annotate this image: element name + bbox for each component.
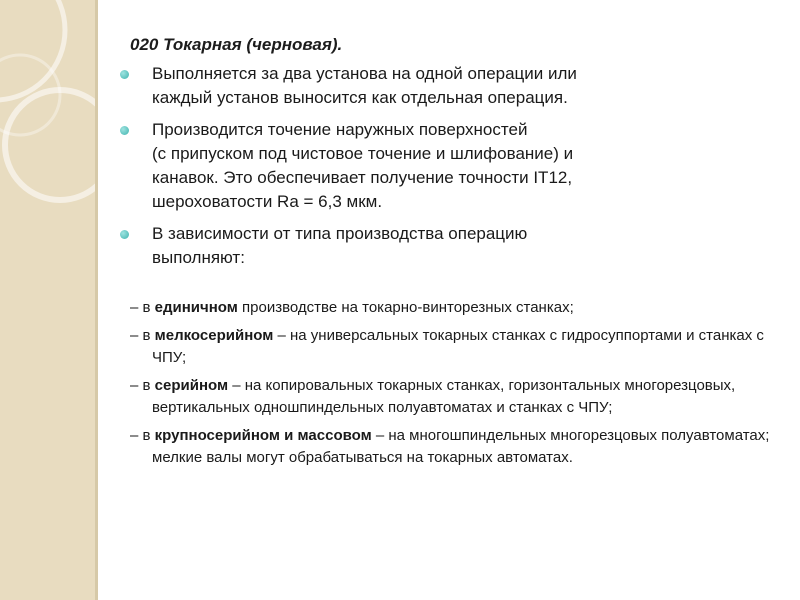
production-type-term: единичном: [154, 299, 238, 316]
dash-prefix: – в: [130, 427, 155, 444]
bullet-item: [110, 222, 750, 270]
bullet-icon: [120, 70, 129, 79]
production-type-term: крупносерийном и массовом: [154, 427, 372, 444]
dash-prefix: – в: [130, 377, 155, 394]
dash-prefix: – в: [130, 299, 155, 316]
production-type-item: [130, 375, 770, 419]
decorative-rings-icon: [0, 0, 95, 600]
bullet-text: В зависимости от типа производства операцию выполняют:: [152, 224, 528, 267]
dash-prefix: – в: [130, 327, 155, 344]
production-type-desc: – на многошпиндельных многорезцовых полуавтоматах;: [371, 427, 770, 444]
bullet-text: Производится точение наружных поверхностей (с припуском под чистовое точение и шлифование) и канавок. Это обеспечивает получение точности IT12, шероховатости Ra = 6,3 мкм.: [152, 120, 574, 211]
bullet-list: [110, 62, 750, 278]
bullet-icon: [120, 230, 129, 239]
production-type-desc: производстве на токарно-винторезных станках;: [237, 299, 574, 316]
production-type-note: мелкие валы могут обрабатываться на токарных автоматах.: [152, 449, 573, 466]
decorative-side-band: [0, 0, 95, 600]
bullet-item: [110, 118, 750, 214]
band-divider: [95, 0, 98, 600]
slide-title: 020 Токарная (черновая).: [130, 35, 343, 54]
production-type-term: мелкосерийном: [154, 327, 274, 344]
bullet-text: Выполняется за два установа на одной операции или каждый установ выносится как отдельная операция.: [152, 64, 577, 107]
production-type-desc: – на универсальных токарных станках с гидросуппортами и станках с ЧПУ;: [152, 327, 764, 366]
bullet-icon: [120, 126, 129, 135]
bullet-item: [110, 62, 750, 110]
production-type-list: [130, 297, 770, 475]
production-type-item: [130, 425, 770, 469]
production-type-item: [130, 325, 770, 369]
production-type-desc: – на копировальных токарных станках, горизонтальных многорезцовых, вертикальных одношпиндельных полуавтоматах и станках с ЧПУ;: [152, 377, 736, 416]
production-type-item: [130, 297, 770, 319]
production-type-term: серийном: [154, 377, 229, 394]
